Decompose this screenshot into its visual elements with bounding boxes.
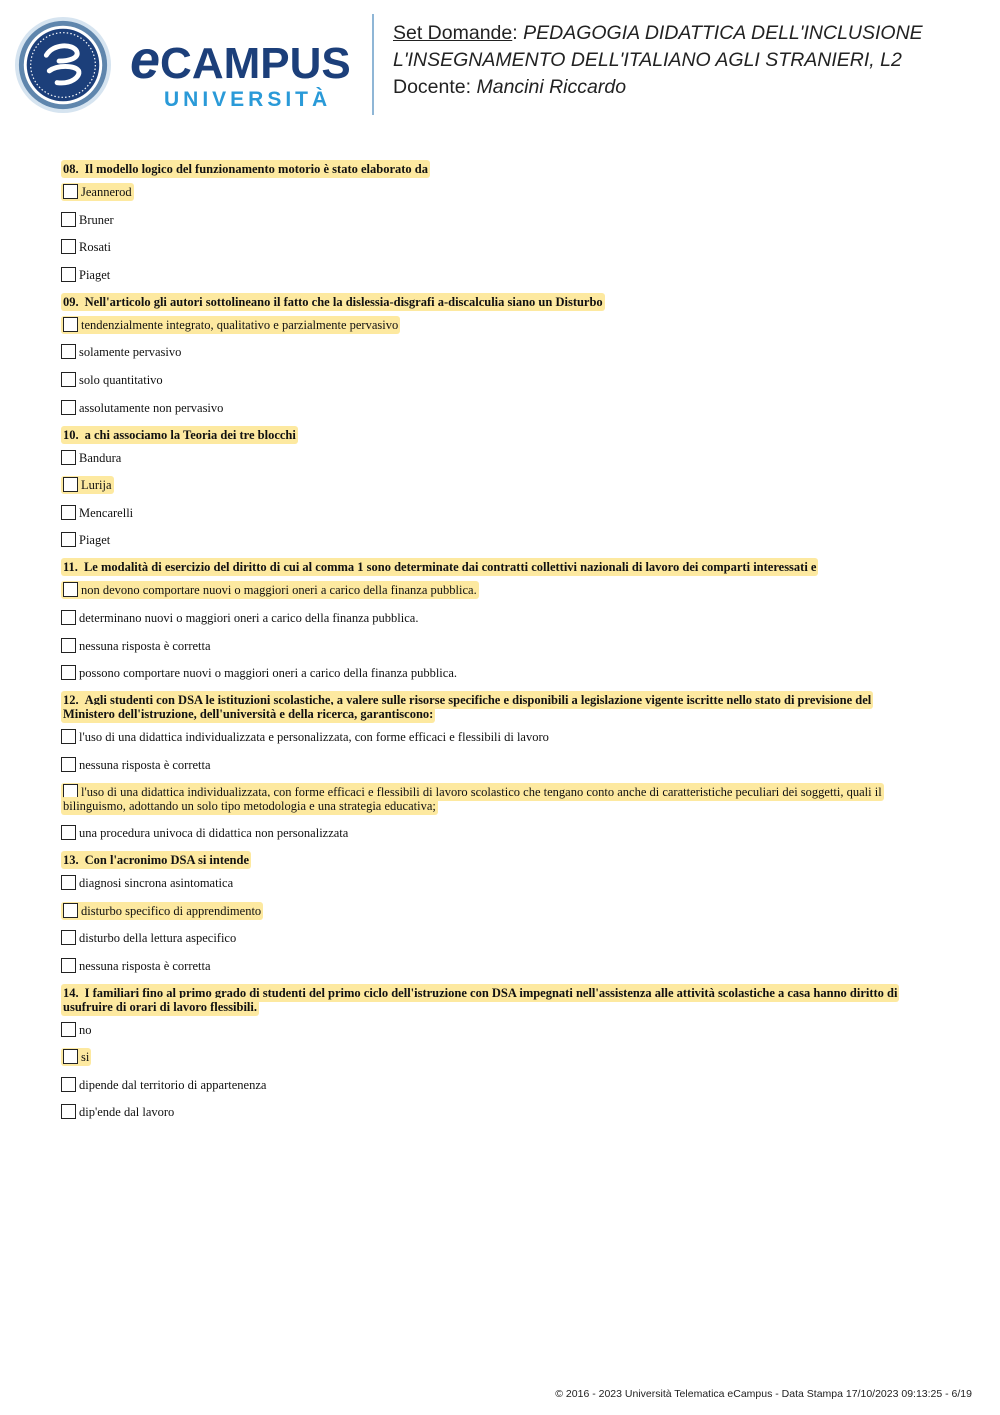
answer-option[interactable]	[61, 1022, 921, 1038]
question-block	[61, 560, 921, 681]
answer-option[interactable]	[61, 784, 921, 813]
answer-label: nessuna risposta è corretta	[79, 638, 211, 653]
question-title	[61, 853, 921, 867]
answer-checkbox[interactable]	[63, 1049, 78, 1064]
question-highlight	[61, 293, 605, 311]
answer-highlight	[61, 783, 884, 815]
question-title	[61, 560, 921, 574]
question-highlight	[61, 160, 430, 178]
answer-checkbox[interactable]	[61, 665, 76, 680]
answer-option[interactable]	[61, 582, 921, 598]
answer-checkbox[interactable]	[63, 184, 78, 199]
question-block	[61, 986, 921, 1121]
question-text: Il modello logico del funzionamento motorio è stato elaborato da	[84, 162, 428, 176]
answer-label: disturbo della lettura aspecifico	[79, 931, 237, 946]
answer-option[interactable]	[61, 317, 921, 333]
answer-option[interactable]	[61, 958, 921, 974]
answer-wrap	[61, 959, 211, 973]
answer-label: tendenzialmente integrato, qualitativo e parzialmente pervasivo	[81, 317, 399, 332]
question-text: Le modalità di esercizio del diritto di cui al comma 1 sono determinate dai contratti collettivi nazionali di lavoro dei comparti interessati e	[83, 560, 817, 575]
question-title	[61, 986, 921, 1014]
question-list	[61, 162, 921, 1132]
header-info	[393, 20, 983, 101]
logo-e: e	[130, 30, 161, 90]
answer-checkbox[interactable]	[63, 317, 78, 332]
answer-label: nessuna risposta è corretta	[79, 757, 211, 772]
set-title-line1: Set Domande: PEDAGOGIA DIDATTICA DELL'INCLUSIONE	[393, 22, 923, 44]
question-highlight	[61, 984, 899, 1016]
set-title-line2	[393, 47, 983, 74]
answer-wrap	[61, 1078, 266, 1092]
question-block	[61, 295, 921, 416]
question-text: a chi associamo la Teoria dei tre blocchi	[84, 427, 296, 442]
answer-wrap	[61, 268, 110, 282]
answer-checkbox[interactable]	[63, 477, 78, 492]
answer-label: possono comportare nuovi o maggiori oneri a carico della finanza pubblica.	[79, 666, 457, 681]
answer-checkbox[interactable]	[61, 239, 76, 254]
answer-option[interactable]	[61, 665, 921, 681]
answer-checkbox[interactable]	[63, 582, 78, 597]
answer-option[interactable]	[61, 450, 921, 466]
answer-checkbox[interactable]	[61, 400, 76, 415]
answer-checkbox[interactable]	[61, 532, 76, 547]
answer-wrap	[61, 240, 111, 254]
answer-label: si	[81, 1050, 90, 1065]
question-title	[61, 693, 921, 721]
answer-checkbox[interactable]	[61, 1022, 76, 1037]
set-label: Set Domande	[393, 22, 513, 44]
answer-label: solo quantitativo	[79, 372, 163, 387]
answer-checkbox[interactable]	[61, 267, 76, 282]
answer-option[interactable]	[61, 729, 921, 745]
answer-wrap	[61, 758, 211, 772]
answer-option[interactable]	[61, 477, 921, 493]
answer-checkbox[interactable]	[61, 638, 76, 653]
question-text: I familiari fino al primo grado di studenti del primo ciclo dell'istruzione con DSA impegnati nell'assistenza alle attività scolastiche a casa hanno diritto di usufruire di orari di lavoro flessibili.	[63, 985, 898, 1014]
answer-wrap	[61, 401, 223, 415]
question-text: Con l'acronimo DSA si intende	[84, 852, 249, 867]
answer-label: solamente pervasivo	[79, 345, 182, 360]
answer-highlight	[61, 316, 400, 334]
question-title	[61, 162, 921, 176]
page-footer: © 2016 - 2023 Università Telematica eCampus - Data Stampa 17/10/2023 09:13:25 - 6/19	[555, 1388, 972, 1400]
answer-option[interactable]	[61, 505, 921, 521]
answer-option[interactable]	[61, 344, 921, 360]
question-block	[61, 693, 921, 841]
answer-wrap	[61, 533, 110, 547]
question-number: 12.	[63, 693, 79, 708]
answer-wrap	[61, 639, 211, 653]
question-highlight	[61, 558, 818, 576]
answer-checkbox[interactable]	[63, 903, 78, 918]
answer-checkbox[interactable]	[61, 610, 76, 625]
answer-wrap	[61, 373, 163, 387]
teacher-name: Mancini Riccardo	[476, 76, 627, 98]
answer-label: assolutamente non pervasivo	[79, 400, 224, 415]
teacher-line	[393, 74, 983, 101]
answer-label: Jeannerod	[81, 185, 132, 199]
question-block	[61, 853, 921, 974]
answer-option[interactable]	[61, 212, 921, 228]
logo-subtitle: UNIVERSITÀ	[164, 88, 332, 111]
answer-checkbox[interactable]	[61, 450, 76, 465]
answer-checkbox[interactable]	[61, 1104, 76, 1119]
logo-wordmark	[130, 30, 351, 90]
answer-label: dip'ende dal lavoro	[79, 1105, 175, 1120]
question-title	[61, 428, 921, 442]
answer-checkbox[interactable]	[61, 212, 76, 227]
page-header	[0, 0, 1000, 140]
answer-highlight	[61, 581, 479, 599]
answer-option[interactable]	[61, 930, 921, 946]
question-number: 14.	[63, 985, 79, 1000]
answer-label: Lurija	[81, 478, 112, 493]
set-title: PEDAGOGIA DIDATTICA DELL'INCLUSIONE	[523, 22, 923, 44]
answer-label: no	[79, 1022, 92, 1037]
answer-checkbox[interactable]	[61, 505, 76, 520]
answer-option[interactable]	[61, 1049, 921, 1065]
question-number: 10.	[63, 427, 79, 442]
question-text: Nell'articolo gli autori sottolineano il fatto che la dislessia-disgrafi a-discalculia siano un Disturbo	[84, 294, 603, 309]
question-title	[61, 295, 921, 309]
set-title-cont: L'INSEGNAMENTO DELL'ITALIANO AGLI STRANIERI, L2	[393, 49, 902, 71]
answer-label: non devono comportare nuovi o maggiori oneri a carico della finanza pubblica.	[81, 583, 477, 598]
answer-label: nessuna risposta è corretta	[79, 958, 211, 973]
answer-option[interactable]	[61, 875, 921, 891]
answer-label: determinano nuovi o maggiori oneri a carico della finanza pubblica.	[79, 610, 419, 625]
answer-checkbox[interactable]	[61, 757, 76, 772]
answer-label: Piaget	[79, 533, 111, 548]
answer-checkbox[interactable]	[61, 875, 76, 890]
teacher-label: Docente:	[393, 76, 472, 98]
answer-highlight	[61, 183, 134, 201]
answer-highlight	[61, 476, 114, 494]
answer-wrap	[61, 506, 133, 520]
answer-wrap	[61, 611, 418, 625]
answer-option[interactable]	[61, 184, 921, 200]
answer-label: una procedura univoca di didattica non personalizzata	[79, 825, 349, 840]
answer-checkbox[interactable]	[61, 344, 76, 359]
answer-option[interactable]	[61, 239, 921, 255]
answer-highlight	[61, 1048, 91, 1066]
answer-wrap	[61, 1105, 174, 1119]
question-number: 08.	[63, 162, 79, 176]
answer-checkbox[interactable]	[61, 930, 76, 945]
answer-label: Bruner	[79, 212, 114, 227]
answer-label: diagnosi sincrona asintomatica	[79, 875, 234, 890]
answer-checkbox[interactable]	[61, 1077, 76, 1092]
question-block	[61, 162, 921, 283]
answer-checkbox[interactable]	[61, 729, 76, 744]
answer-label: dipende dal territorio di appartenenza	[79, 1077, 267, 1092]
answer-option[interactable]	[61, 532, 921, 548]
answer-option[interactable]	[61, 610, 921, 626]
answer-label: Piaget	[79, 267, 111, 282]
answer-wrap	[61, 730, 549, 744]
question-text: Agli studenti con DSA le istituzioni scolastiche, a valere sulle risorse specifiche e disponibili a legislazione vigente iscritte nello stato di previsione del Ministero dell'istruzione, dell'università e della ricerca, garantiscono:	[63, 693, 872, 722]
answer-checkbox[interactable]	[63, 784, 78, 799]
answer-wrap	[61, 876, 233, 890]
answer-checkbox[interactable]	[61, 825, 76, 840]
answer-label: Mencarelli	[79, 505, 134, 520]
answer-wrap	[61, 666, 457, 680]
answer-wrap	[61, 345, 181, 359]
question-highlight	[61, 691, 873, 723]
answer-label: Rosati	[79, 240, 111, 255]
logo-main: CAMPUS	[160, 39, 351, 88]
ecampus-logo-icon	[14, 16, 112, 114]
answer-wrap	[61, 1023, 92, 1037]
answer-wrap	[61, 826, 348, 840]
answer-option[interactable]	[61, 400, 921, 416]
answer-wrap	[61, 213, 114, 227]
answer-option[interactable]	[61, 903, 921, 919]
answer-checkbox[interactable]	[61, 958, 76, 973]
header-divider	[372, 14, 374, 115]
answer-option[interactable]	[61, 825, 921, 841]
answer-highlight	[61, 902, 263, 920]
answer-option[interactable]	[61, 1104, 921, 1120]
answer-label: l'uso di una didattica individualizzata, con forme efficaci e flessibili di lavoro scolastico che tengano conto anche di caratteristiche peculiari dei soggetti, quali il bilinguismo, adottando un solo tipo metodologia e una strategia educativa;	[63, 785, 882, 814]
answer-checkbox[interactable]	[61, 372, 76, 387]
question-highlight	[61, 426, 298, 444]
answer-option[interactable]	[61, 372, 921, 388]
answer-option[interactable]	[61, 267, 921, 283]
answer-label: Bandura	[79, 450, 122, 465]
answer-option[interactable]	[61, 757, 921, 773]
answer-option[interactable]	[61, 638, 921, 654]
answer-option[interactable]	[61, 1077, 921, 1093]
question-number: 11.	[63, 560, 78, 575]
answer-label: l'uso di una didattica individualizzata e personalizzata, con forme efficaci e flessibili di lavoro	[79, 730, 549, 745]
answer-label: disturbo specifico di apprendimento	[81, 903, 262, 918]
question-number: 13.	[63, 852, 79, 867]
question-block	[61, 428, 921, 549]
answer-wrap	[61, 931, 236, 945]
question-highlight	[61, 851, 251, 869]
answer-wrap	[61, 451, 121, 465]
question-number: 09.	[63, 294, 79, 309]
